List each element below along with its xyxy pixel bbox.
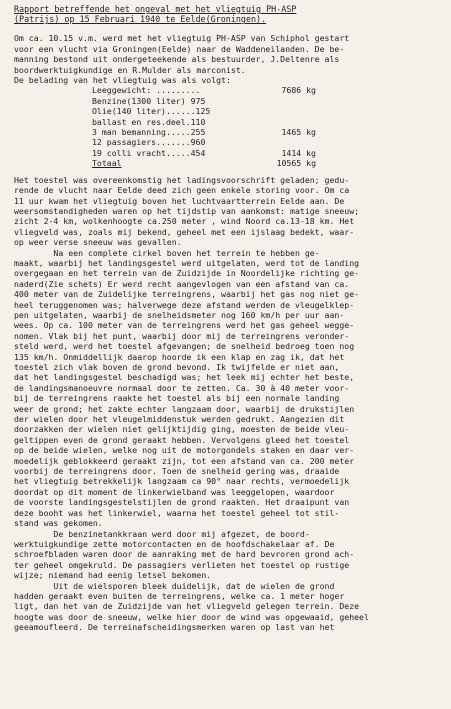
body-line: schroefbladen waren door de aanraking met de hard bevroren grond ach- <box>14 549 355 560</box>
load-row <box>14 117 441 127</box>
body-line: deze booht was het linkerwiel, waarna het toestel geheel tot stil- <box>14 507 340 518</box>
load-value: 1414 kg <box>281 147 316 158</box>
load-item: 3 man bemanning.....255 <box>92 127 206 138</box>
load-item: 19 colli vracht.....454 <box>92 147 206 158</box>
body-line: maakt, waarbij het landingsgestel werd uitgelaten, werd tot de landing <box>14 257 360 268</box>
load-item: ballast en res.deel.110 <box>92 116 206 127</box>
body-line: hadden geraakt even buiten de terreingrens, welke ca. 1 meter hoger <box>14 590 345 601</box>
body-line: geeamoufleerd. De terreinafscheidingsmerken waren op last van het <box>14 622 335 633</box>
body-line: wijze; niemand had eenig letsel bekomen. <box>14 570 212 581</box>
body-line: werktuigkundige zette motorcontacten en de hoofdschakelaar af. De <box>14 538 335 549</box>
report-title-line-2: (Patrijs) op 15 Februari 1940 te Eelde(Groningen). <box>14 14 267 25</box>
load-value <box>262 96 316 106</box>
report-body <box>14 175 441 633</box>
body-line: geltippen even de grond geraakt hebben. Vervolgens gleed het toestel <box>14 434 350 445</box>
body-line: De benzinetankkraan werd door mij afgezet, de boord- <box>14 528 310 539</box>
body-line: hoogte was door de sneeuw, welke hier door de wind was opgewaaid, geheel <box>14 611 369 622</box>
load-row <box>14 85 441 95</box>
body-line: weer de grond; het zakte echter langzaam door, waarbij de drukstijlen <box>14 403 355 414</box>
body-line: het vliegtuig betrekkelijk langzaam ca 90° naar rechts, vermoedelijk <box>14 476 350 487</box>
body-line: Uit de wielsporen bleek duidelijk, dat de wielen de grond <box>14 580 335 591</box>
body-line: stand was gekomen. <box>14 518 103 529</box>
body-line: steld werd, werd het toestel afgevangen; de snelheid bedroeg toen nog <box>14 341 355 352</box>
load-item: 12 passagiers.......960 <box>92 137 206 148</box>
body-line: voorbij de terreingrens door. Toen de snelheid gering was, draaide <box>14 466 340 477</box>
intro-line: boordwerktuigkundige en R.Mulder als marconist. <box>14 64 246 75</box>
report-title-line-1: Rapport betreffende het ongeval met het vliegtuig PH-ASP <box>14 4 297 14</box>
intro-line: Om ca. 10.15 v.m. werd met het vliegtuig PH-ASP van Schiphol gestart <box>14 33 350 44</box>
body-line: de landingsmanoeuvre normaal door te zetten. Ca. 30 à 40 meter voor- <box>14 382 350 393</box>
load-row <box>14 96 441 106</box>
load-item: Leeggewicht: ......... <box>92 85 201 96</box>
body-line: 400 meter van de Zuidelijke terreingrens, waarbij het gas nog niet ge- <box>14 289 360 300</box>
load-row <box>14 106 441 116</box>
load-subtotal <box>316 158 378 168</box>
body-line: pen uitgelaten, waarbij de snelheidsmeter nog 160 km/h per uur aan- <box>14 309 345 320</box>
body-line: op weer verse sneeuw was gevallen. <box>14 237 182 248</box>
body-line: Na een complete cirkel boven het terrein te hebben ge- <box>14 247 320 258</box>
load-value <box>262 117 316 127</box>
load-subtotal <box>316 96 378 106</box>
body-line: nomen. Vlak bij het punt, waarbij door mij de terreingrens veronder- <box>14 330 350 341</box>
body-line: op de beide wielen, welke nog uit de motorgondels staken en daar ver- <box>14 445 355 456</box>
load-subtotal <box>316 106 378 116</box>
load-total-row <box>14 158 441 168</box>
load-row <box>14 137 441 147</box>
load-item: Olie(140 liter)......125 <box>92 106 211 117</box>
body-line: ter geheel omgekruld. De passagiers verlieten het toestel op rustige <box>14 559 350 570</box>
body-line: doorzakken der wielen niet gelijktijdig ging, moesten de beide vleu- <box>14 424 350 435</box>
load-subtotal <box>316 148 378 158</box>
body-line: 135 km/h. Onmiddellijk daarop hoorde ik een klap en zag ik, dat het <box>14 351 345 362</box>
load-value <box>262 137 316 147</box>
load-row <box>14 127 441 137</box>
body-line: doordat op dit moment de linkerwielband was leeggelopen, waardoor <box>14 486 335 497</box>
load-subtotal <box>316 137 378 147</box>
body-line: dat het landingsgestel beschadigd was; het leek mij echter het beste, <box>14 372 355 383</box>
load-subtotal <box>316 117 378 127</box>
intro-line: voor een vlucht via Groningen(Eelde) naar de Waddeneilanden. De be- <box>14 43 345 54</box>
load-value <box>262 106 316 116</box>
body-line: heel teruggenomen was; halverwege deze afstand werden de vleugelklep- <box>14 299 355 310</box>
body-line: toestel zich vlak boven de grond bevond. Ik twijfelde er niet aan, <box>14 362 340 372</box>
load-subtotal <box>316 127 378 137</box>
intro-line: De belading van het vliegtuig was als volgt: <box>14 75 231 86</box>
intro-line: manning bestond uit ondergeteekende als bestuurder, J.Deltenre als <box>14 54 340 65</box>
body-line: rende de vlucht naar Eelde deed zich geen enkele storing voor. Om ca <box>14 185 350 196</box>
body-line: de voorste landingsgestelstijlen de grond raakten. Het draaipunt van <box>14 497 350 508</box>
load-value: 1465 kg <box>281 127 316 138</box>
body-line: overgegaan en het terrein van de Zuidzijde in Noordelijke richting ge- <box>14 268 360 279</box>
load-item: Benzine(1300 liter) 975 <box>92 95 206 106</box>
load-subtotal <box>316 85 378 95</box>
body-line: naderd(Zie schets) Er werd recht aangevlogen van een afstand van ca. <box>14 278 350 289</box>
body-line: wees. Op ca. 100 meter van de terreingrens werd het gas geheel wegge- <box>14 320 355 331</box>
load-total-value: 10565 kg <box>276 158 316 169</box>
load-total-label: Totaal <box>92 158 122 169</box>
body-line: zicht 2-4 km, wolkenhoogte ca.250 meter , wind Noord ca.13-18 km. Het <box>14 216 355 227</box>
body-line: 11 uur kwam het vliegtuig boven het luchtvaartterrein Eelde aan. De <box>14 195 345 206</box>
body-line: weersomstandigheden waren op het tijdstip van aankomst: matige sneeuw; <box>14 205 360 216</box>
body-line: bij de terreingrens raakte het toestel als bij een normale landing <box>14 393 340 404</box>
load-value: 7686 kg <box>281 85 316 96</box>
body-line: vliegveld was, zoals mij bekend, geheel met een ijslaag bedekt, waar- <box>14 226 355 237</box>
load-row <box>14 148 441 158</box>
body-line: der wielen door het vleugelmiddenstuk werden gedrukt. Aangezien dit <box>14 414 345 425</box>
body-line: moedelijk geblokkeerd geraakt zijn, tot een afstand van ca. 200 meter <box>14 455 355 466</box>
body-line: ligt, dan het van de Zuidzijde van het vliegveld gelegen terrein. Deze <box>14 601 360 612</box>
body-line: Het toestel was overeenkomstig het ladingsvoorschrift geladen; gedu- <box>14 174 350 185</box>
